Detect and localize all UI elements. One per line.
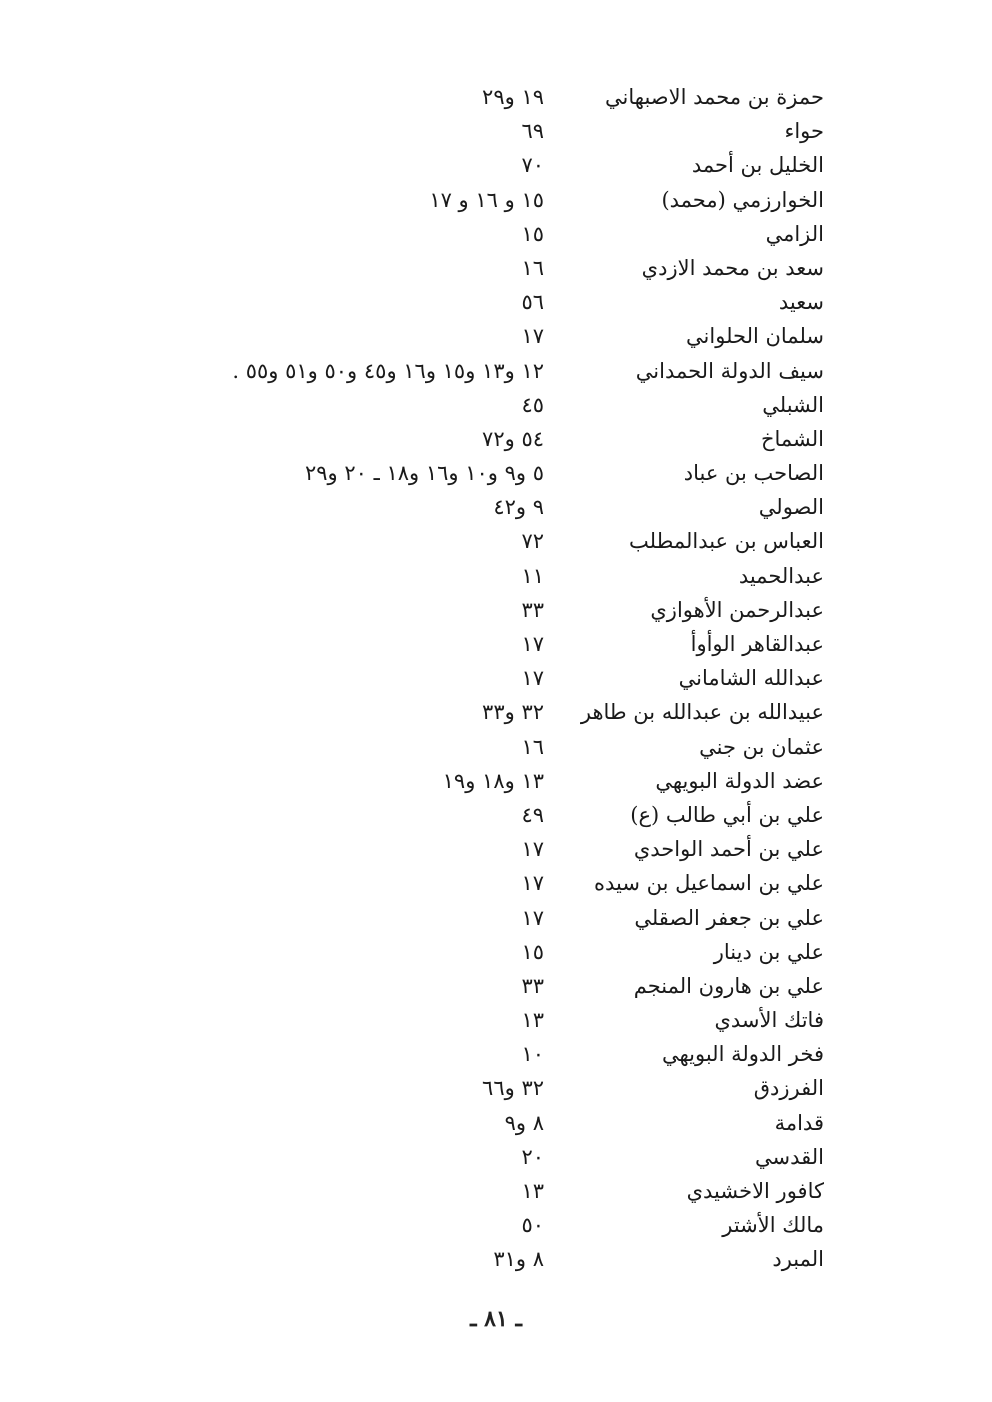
index-entry <box>0 490 992 524</box>
entry-name: علي بن جعفر الصقلي <box>634 905 824 930</box>
entry-page-refs: ٥٠ <box>521 1213 544 1238</box>
entry-page-refs: ١٥ و ١٦ و ١٧ <box>429 187 544 212</box>
entry-name: عبيدالله بن عبدالله بن طاهر <box>580 700 824 725</box>
entry-name: علي بن دينار <box>713 939 824 964</box>
index-entry <box>0 422 992 456</box>
index-entry <box>0 764 992 798</box>
entry-page-refs: ٧٠ <box>521 153 544 178</box>
entry-name: علي بن أبي طالب (ع) <box>630 802 824 827</box>
entry-name: سعد بن محمد الازدي <box>641 255 824 280</box>
entry-name: عبدالرحمن الأهوازي <box>650 597 824 622</box>
entry-name: حواء <box>784 119 824 144</box>
index-entry <box>0 969 992 1003</box>
entry-page-refs: ٣٢ و٦٦ <box>482 1076 544 1101</box>
entry-page-refs: ٥٤ و٧٢ <box>482 426 544 451</box>
index-entry <box>0 80 992 114</box>
entry-page-refs: ١٠ <box>521 1042 544 1067</box>
entry-name: الزامي <box>765 221 824 246</box>
entry-page-refs: ١٥ <box>521 939 544 964</box>
index-entry <box>0 285 992 319</box>
entry-page-refs: ٧٢ <box>521 529 544 554</box>
name-index-list <box>0 80 992 1277</box>
entry-name: عضد الدولة البويهي <box>655 768 824 793</box>
entry-page-refs: ٨ و٣١ <box>493 1247 544 1272</box>
entry-name: العباس بن عبدالمطلب <box>629 529 824 554</box>
entry-page-refs: ٨ و٩ <box>504 1110 544 1135</box>
entry-name: كافور الاخشيدي <box>686 1179 824 1203</box>
entry-name: سعيد <box>778 290 824 315</box>
index-entry <box>0 388 992 422</box>
entry-name: عثمان بن جني <box>699 734 824 759</box>
entry-page-refs: ٦٩ <box>521 119 544 144</box>
entry-name: الفرزدق <box>753 1076 824 1101</box>
index-entry <box>0 1140 992 1174</box>
entry-page-refs: ١٥ <box>521 221 544 246</box>
entry-page-refs: ١٢ و١٣ و١٥ و١٦ و٤٥ و٥٠ و٥١ و٥٥ . <box>232 358 544 383</box>
entry-name: الشبلي <box>762 392 824 417</box>
entry-page-refs: ١٦ <box>521 734 544 759</box>
entry-page-refs: ٤٥ <box>521 392 544 417</box>
entry-page-refs: ١١ <box>521 563 544 588</box>
index-entry <box>0 593 992 627</box>
entry-name: مالك الأشتر <box>722 1213 824 1238</box>
entry-page-refs: ٥٦ <box>521 290 544 315</box>
index-entry <box>0 183 992 217</box>
index-entry <box>0 1242 992 1276</box>
entry-page-refs: ٩ و٤٢ <box>493 495 544 520</box>
index-entry <box>0 730 992 764</box>
index-entry <box>0 114 992 148</box>
index-entry <box>0 695 992 729</box>
entry-page-refs: ١٧ <box>521 837 544 862</box>
index-entry <box>0 354 992 388</box>
entry-name: عبدالحميد <box>738 563 824 588</box>
entry-page-refs: ١٩ و٢٩ <box>482 85 544 109</box>
index-entry <box>0 559 992 593</box>
index-entry <box>0 935 992 969</box>
index-entry <box>0 832 992 866</box>
entry-name: الصاحب بن عباد <box>683 461 824 486</box>
index-entry <box>0 1106 992 1140</box>
entry-name: فخر الدولة البويهي <box>661 1042 824 1067</box>
index-entry <box>0 1003 992 1037</box>
entry-name: القدسي <box>755 1144 824 1169</box>
entry-page-refs: ١٧ <box>521 871 544 896</box>
entry-page-refs: ٣٣ <box>521 597 544 622</box>
page-number: ـ ٨١ ـ <box>470 1306 522 1332</box>
entry-name: حمزة بن محمد الاصبهاني <box>605 85 824 109</box>
entry-page-refs: ٤٩ <box>521 802 544 827</box>
entry-name: الخوارزمي (محمد) <box>661 187 824 212</box>
entry-page-refs: ١٣ و١٨ و١٩ <box>442 768 544 793</box>
index-entry <box>0 1037 992 1071</box>
entry-name: الشماخ <box>760 426 824 451</box>
index-entry <box>0 1071 992 1105</box>
entry-name: الخليل بن أحمد <box>691 153 824 178</box>
entry-name: المبرد <box>772 1247 824 1272</box>
index-entry <box>0 524 992 558</box>
entry-name: الصولي <box>758 495 824 520</box>
index-entry <box>0 1208 992 1242</box>
index-entry <box>0 661 992 695</box>
index-entry <box>0 901 992 935</box>
entry-page-refs: ١٧ <box>521 905 544 930</box>
entry-page-refs: ٢٠ <box>521 1144 544 1169</box>
entry-page-refs: ١٣ <box>521 1008 544 1033</box>
entry-name: سيف الدولة الحمداني <box>635 358 824 383</box>
index-entry <box>0 627 992 661</box>
entry-name: عبدالله الشاماني <box>678 666 824 691</box>
index-entry <box>0 319 992 353</box>
entry-name: عبدالقاهر الوأوأ <box>690 632 824 656</box>
entry-name: علي بن أحمد الواحدي <box>633 837 824 862</box>
index-entry <box>0 866 992 900</box>
entry-page-refs: ٣٢ و٣٣ <box>482 700 544 725</box>
entry-page-refs: ١٦ <box>521 255 544 280</box>
index-entry <box>0 456 992 490</box>
entry-name: علي بن هارون المنجم <box>633 973 824 998</box>
index-entry <box>0 798 992 832</box>
entry-name: فاتك الأسدي <box>714 1008 824 1033</box>
index-entry <box>0 251 992 285</box>
entry-page-refs: ١٧ <box>521 632 544 656</box>
index-entry <box>0 1174 992 1208</box>
entry-page-refs: ٥ و٩ و١٠ و١٦ و١٨ ـ ٢٠ و٢٩ <box>304 461 544 486</box>
entry-page-refs: ١٧ <box>521 324 544 349</box>
index-entry <box>0 148 992 182</box>
entry-page-refs: ٣٣ <box>521 973 544 998</box>
entry-page-refs: ١٣ <box>521 1179 544 1203</box>
entry-page-refs: ١٧ <box>521 666 544 691</box>
entry-name: سلمان الحلواني <box>686 324 824 349</box>
entry-name: قدامة <box>774 1110 824 1135</box>
entry-name: علي بن اسماعيل بن سيده <box>593 871 824 896</box>
index-entry <box>0 217 992 251</box>
